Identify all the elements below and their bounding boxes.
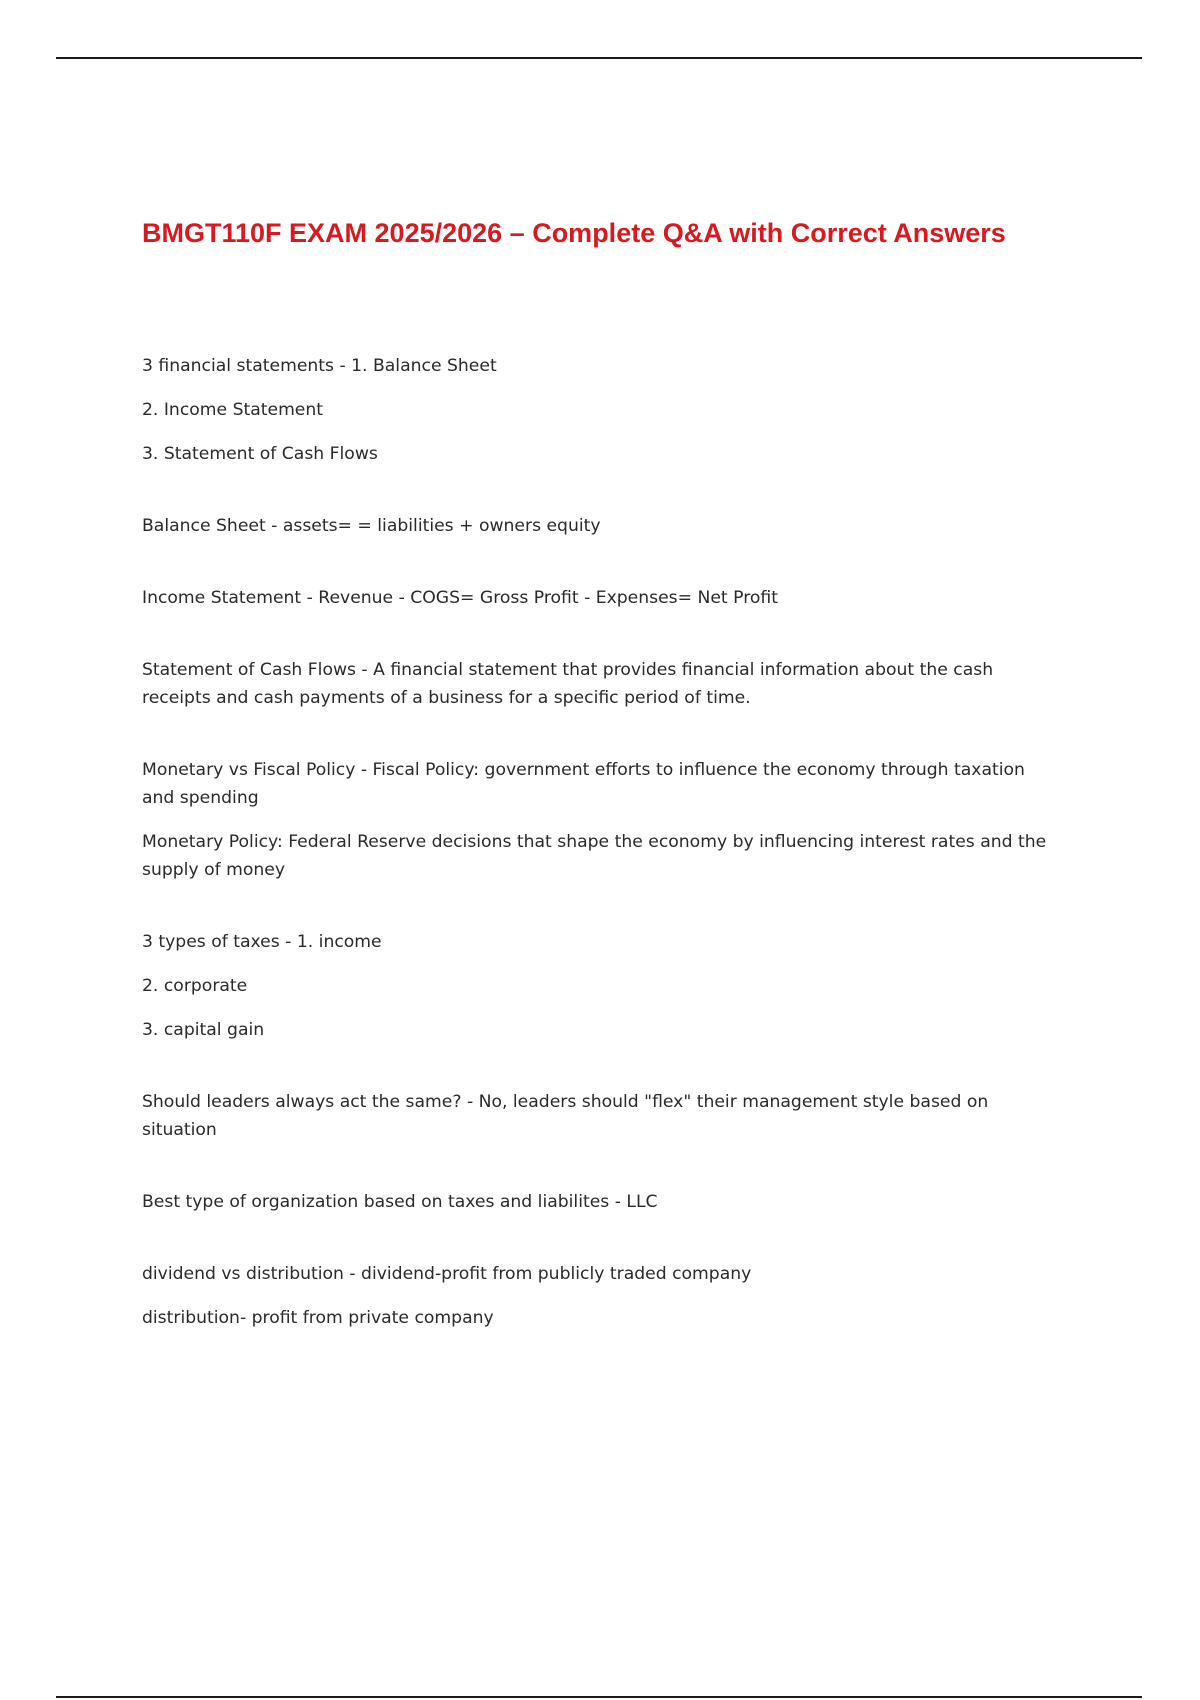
qa-line: Balance Sheet - assets= = liabilities + owners equity bbox=[142, 516, 601, 536]
qa-line: Income Statement - Revenue - COGS= Gross Profit - Expenses= Net Profit bbox=[142, 588, 778, 608]
qa-content bbox=[142, 352, 1062, 1332]
qa-entry bbox=[142, 656, 1062, 712]
qa-entry bbox=[142, 756, 1062, 884]
qa-entry bbox=[142, 352, 1062, 468]
qa-line: 3 financial statements - 1. Balance Sheet bbox=[142, 356, 497, 376]
qa-line: distribution- profit from private company bbox=[142, 1308, 494, 1328]
qa-line: Best type of organization based on taxes and liabilites - LLC bbox=[142, 1192, 658, 1212]
footer-rule bbox=[56, 1696, 1142, 1698]
qa-entry bbox=[142, 584, 1062, 612]
header-rule bbox=[56, 57, 1142, 59]
qa-line: Monetary vs Fiscal Policy - Fiscal Policy: government efforts to influence the economy through taxation and spending bbox=[142, 760, 1025, 808]
document-title: BMGT110F EXAM 2025/2026 – Complete Q&A with Correct Answers bbox=[142, 218, 1006, 248]
qa-line: Monetary Policy: Federal Reserve decisions that shape the economy by influencing interest rates and the supply of money bbox=[142, 832, 1047, 880]
qa-line: Statement of Cash Flows - A financial statement that provides financial information about the cash receipts and cash payments of a business for a specific period of time. bbox=[142, 660, 994, 708]
qa-line: 3 types of taxes - 1. income bbox=[142, 932, 382, 952]
qa-line: 2. Income Statement bbox=[142, 400, 324, 420]
qa-entry bbox=[142, 1188, 1062, 1216]
qa-line: 2. corporate bbox=[142, 976, 248, 996]
qa-line: Should leaders always act the same? - No, leaders should "flex" their management style based on situation bbox=[142, 1092, 989, 1140]
qa-entry bbox=[142, 1260, 1062, 1332]
qa-line: 3. capital gain bbox=[142, 1020, 265, 1040]
qa-line: 3. Statement of Cash Flows bbox=[142, 444, 378, 464]
qa-entry bbox=[142, 512, 1062, 540]
qa-line: dividend vs distribution - dividend-profit from publicly traded company bbox=[142, 1264, 752, 1284]
qa-entry bbox=[142, 928, 1062, 1044]
qa-entry bbox=[142, 1088, 1062, 1144]
